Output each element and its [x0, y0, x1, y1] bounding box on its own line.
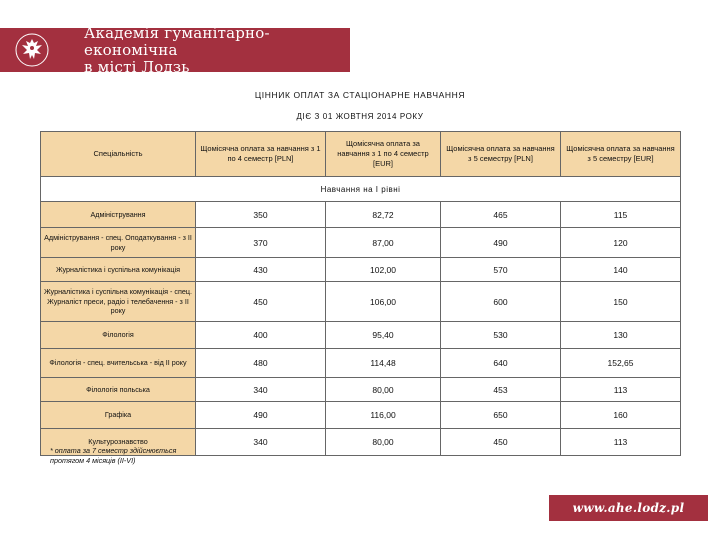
document-subtitle: ДІЄ З 01 ЖОВТНЯ 2014 РОКУ	[296, 112, 424, 121]
footnote-line-1: * оплата за 7 семестр здійснюється	[50, 446, 177, 455]
column-header-pln-sem5: Щомісячна оплата за навчання з 5 семестру [PLN]	[441, 132, 561, 177]
cell-pln-sem5: 490	[441, 228, 561, 258]
table-row	[41, 349, 681, 378]
brand-line-1: Академія гуманітарно-економічна	[84, 23, 270, 59]
cell-pln-sem5: 570	[441, 258, 561, 282]
cell-pln-sem1-4: 430	[196, 258, 326, 282]
column-header-eur-sem1-4: Щомісячна оплата за навчання з 1 по 4 семестр [EUR]	[326, 132, 441, 177]
cell-specialty: Культурознавство	[41, 429, 196, 456]
column-header-specialty: Спеціальність	[41, 132, 196, 177]
cell-eur-sem5: 115	[561, 202, 681, 228]
cell-pln-sem5: 600	[441, 282, 561, 322]
cell-eur-sem5: 160	[561, 402, 681, 429]
cell-eur-sem1-4: 95,40	[326, 322, 441, 349]
cell-specialty: Філологія польська	[41, 378, 196, 402]
table-row	[41, 228, 681, 258]
website-link[interactable]: www.ahe.lodz.pl	[549, 495, 708, 521]
table-row	[41, 202, 681, 228]
header-banner	[0, 23, 350, 76]
cell-pln-sem5: 465	[441, 202, 561, 228]
cell-pln-sem1-4: 340	[196, 378, 326, 402]
table-row	[41, 322, 681, 349]
cell-pln-sem5: 453	[441, 378, 561, 402]
cell-eur-sem1-4: 80,00	[326, 378, 441, 402]
cell-pln-sem5: 650	[441, 402, 561, 429]
table-row	[41, 378, 681, 402]
footnote	[50, 446, 176, 466]
cell-eur-sem1-4: 82,72	[326, 202, 441, 228]
cell-pln-sem1-4: 450	[196, 282, 326, 322]
cell-eur-sem5: 130	[561, 322, 681, 349]
group-row	[41, 177, 681, 202]
table-header-row	[41, 132, 681, 177]
cell-eur-sem1-4: 114,48	[326, 349, 441, 378]
cell-eur-sem1-4: 116,00	[326, 402, 441, 429]
group-label: Навчання на І рівні	[41, 177, 681, 202]
cell-specialty: Адміністрування - спец. Оподаткування - з ІІ року	[41, 228, 196, 258]
cell-eur-sem5: 113	[561, 429, 681, 456]
cell-eur-sem5: 152,65	[561, 349, 681, 378]
cell-eur-sem1-4: 80,00	[326, 429, 441, 456]
cell-pln-sem1-4: 350	[196, 202, 326, 228]
cell-specialty: Графіка	[41, 402, 196, 429]
cell-eur-sem5: 113	[561, 378, 681, 402]
table-row	[41, 282, 681, 322]
cell-pln-sem5: 450	[441, 429, 561, 456]
brand-name	[84, 25, 350, 76]
table-row	[41, 258, 681, 282]
cell-specialty: Журналістика і суспільна комунікація	[41, 258, 196, 282]
cell-pln-sem1-4: 490	[196, 402, 326, 429]
cell-pln-sem1-4: 400	[196, 322, 326, 349]
price-table	[40, 131, 681, 456]
cell-specialty: Філологія	[41, 322, 196, 349]
cell-specialty: Адміністрування	[41, 202, 196, 228]
cell-eur-sem5: 140	[561, 258, 681, 282]
cell-pln-sem1-4: 480	[196, 349, 326, 378]
cell-pln-sem5: 640	[441, 349, 561, 378]
cell-eur-sem1-4: 87,00	[326, 228, 441, 258]
cell-pln-sem5: 530	[441, 322, 561, 349]
cell-pln-sem1-4: 340	[196, 429, 326, 456]
column-header-eur-sem5: Щомісячна оплата за навчання з 5 семестру [EUR]	[561, 132, 681, 177]
cell-eur-sem5: 150	[561, 282, 681, 322]
cell-eur-sem1-4: 106,00	[326, 282, 441, 322]
cell-pln-sem1-4: 370	[196, 228, 326, 258]
cell-eur-sem5: 120	[561, 228, 681, 258]
table-row	[41, 402, 681, 429]
eagle-crest-icon	[12, 29, 52, 71]
cell-specialty: Журналістика і суспільна комунікація - спец. Журналіст преси, радіо і телебачення - з ІІ року	[41, 282, 196, 322]
footnote-line-2: протягом 4 місяців (ІІ-VІ)	[50, 456, 136, 465]
brand-line-2: в місті Лодзь	[84, 57, 190, 76]
column-header-pln-sem1-4: Щомісячна оплата за навчання з 1 по 4 семестр [PLN]	[196, 132, 326, 177]
document-title: ЦІННИК ОПЛАТ ЗА СТАЦІОНАРНЕ НАВЧАННЯ	[254, 90, 466, 100]
cell-specialty: Філологія - спец. вчительська - від ІІ року	[41, 349, 196, 378]
cell-eur-sem1-4: 102,00	[326, 258, 441, 282]
